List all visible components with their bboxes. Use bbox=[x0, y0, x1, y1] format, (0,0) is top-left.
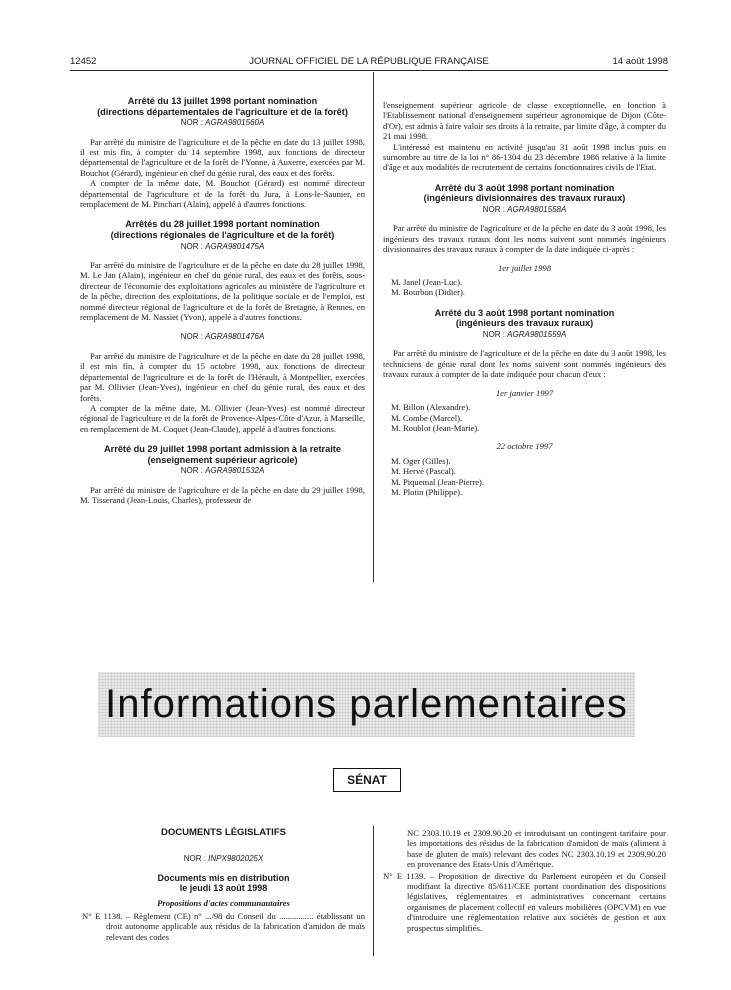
paragraph: l'enseignement supérieur agricole de classe exceptionnelle, en fonction à l'Etablissement national d'enseignement supérieur agronomique de Dijon (Côte-d'Or), est admis à faire valoir ses droits à la retraite, par limite d'âge, à compter du 21 mai 1998. bbox=[383, 100, 666, 142]
nor-reference: NOR : AGRA9801560A bbox=[180, 118, 265, 128]
document-item: N° E 1138. – Règlement (CE) n° .../98 du Conseil du ................ établissant un droit autonome applicable aux résidus de la fabrication d'amidon de maïs relevant des codes bbox=[82, 911, 365, 942]
document-item-continuation: NC 2303.10.19 et 2309.90.20 et introduisant un contingent tarifaire pour les importations des résidus de la fabrication d'amidon de maïs (aliment à base de gluten de maïs) relevant des codes NC 2303.10.19 et 2309.90.20 en provenance des Etats-Unis d'Amérique. bbox=[407, 828, 666, 870]
journal-title: JOURNAL OFFICIEL DE LA RÉPUBLIQUE FRANÇAISE bbox=[249, 56, 489, 67]
article-title: Arrêté du 13 juillet 1998 portant nomination bbox=[127, 96, 318, 106]
paragraph: A compter de la même date, M. Ollivier (Jean-Yves) est nommé directeur régional de l'agriculture et de la forêt de Provence-Alpes-Côte d'Azur, à Marseille, en remplacement de M. Coquet (Jean-Claude), appelé à d'autres fonctions. bbox=[80, 402, 365, 434]
column-divider bbox=[373, 72, 374, 582]
name-entry: M. Plotin (Philippe). bbox=[391, 486, 463, 497]
name-entry: M. Oger (Gilles). bbox=[391, 455, 451, 466]
article-title: Arrêté du 3 août 1998 portant nomination bbox=[434, 307, 615, 318]
arrete-13-juillet bbox=[80, 96, 365, 209]
section-banner bbox=[98, 672, 635, 737]
right-column bbox=[383, 100, 666, 497]
documents-left-column bbox=[82, 828, 365, 943]
nor-reference: NOR : AGRA9801475A bbox=[180, 241, 265, 251]
nor-reference: NOR : INPX9802025X bbox=[183, 854, 264, 864]
article-subtitle: (ingénieurs divisionnaires des travaux ruraux) bbox=[423, 193, 626, 204]
name-entry: M. Piquemal (Jean-Pierre). bbox=[391, 476, 485, 487]
document-item: N° E 1139. – Proposition de directive du Parlement européen et du Conseil modifiant la directive 85/611/CEE portant coordination des dispositions législatives, réglementaires et administratives concernant certains organismes de placement collectif en valeurs mobilières (OPCVM) en vue d'introduire une réglementation relative aux sociétés de gestion et aux prospectus simplifiés. bbox=[383, 870, 666, 933]
date-heading: 1er janvier 1997 bbox=[495, 387, 554, 398]
article-subtitle: (ingénieurs des travaux ruraux) bbox=[455, 318, 594, 329]
paragraph: Par arrêté du ministre de l'agriculture et de la pêche en date du 29 juillet 1998, M. Tisserand (Jean-Louis, Charles), professeur de bbox=[80, 484, 365, 506]
article-title: Arrêté du 3 août 1998 portant nomination bbox=[434, 182, 615, 193]
nor-reference: NOR : AGRA9801558A bbox=[482, 205, 567, 215]
column-divider bbox=[373, 826, 374, 956]
page-header bbox=[70, 56, 668, 70]
senat-heading: SÉNAT bbox=[333, 768, 401, 792]
paragraph: Par arrêté du ministre de l'agriculture et de la pêche en date du 3 août 1998, les techniciens de génie rural dont les noms suivent sont nommés ingénieurs des travaux ruraux à compter de la date indiquée pour chacun d'eux : bbox=[383, 348, 666, 380]
name-entry: M. Combe (Marcel). bbox=[391, 412, 463, 423]
arretes-28-juillet bbox=[80, 219, 365, 434]
nor-reference: NOR : AGRA9801559A bbox=[482, 330, 567, 340]
article-subtitle: (directions régionales de l'agriculture et de la forêt) bbox=[110, 230, 335, 241]
date-heading: 22 octobre 1997 bbox=[496, 441, 553, 452]
left-column bbox=[80, 96, 365, 506]
banner-title: Informations parlementaires bbox=[105, 682, 628, 726]
paragraph: Par arrêté du ministre de l'agriculture et de la pêche en date du 28 juillet 1998, M. Le Jan (Alain), ingénieur en chef du génie rural, des eaux et des forêts, sous-directeur de l'économie des exploitations agricoles au ministère de l'agriculture et de la pêche, direction des exploitations, de la politique sociale et de l'emploi, est nommé directeur régional de l'agriculture et de la forêt de Bretagne, à Rennes, en remplacement de M. Nassiet (Yvon), appelé à d'autres fonctions. bbox=[80, 260, 365, 323]
paragraph: Par arrêté du ministre de l'agriculture et de la pêche en date du 13 juillet 1998, il est mis fin, à compter du 14 septembre 1998, aux fonctions de directeur départemental de l'agriculture et de la forêt de l'Yonne, à Auxerre, exercées par M. Bouchot (Gérard), ingénieur en chef du génie rural, des eaux et des forêts. bbox=[80, 136, 365, 178]
distribution-date: le jeudi 13 août 1998 bbox=[179, 883, 268, 894]
nor-reference: NOR : AGRA9801476A bbox=[180, 332, 265, 342]
article-title: Arrêté du 29 juillet 1998 portant admission à la retraite bbox=[104, 444, 341, 455]
paragraph: Par arrêté du ministre de l'agriculture et de la pêche en date du 3 août 1998, les ingénieurs des travaux ruraux dont les noms suivent sont nommés ingénieurs divisionnaires des travaux ruraux à compter de la date indiquée ci-après : bbox=[383, 223, 666, 255]
issue-date: 14 août 1998 bbox=[612, 56, 668, 67]
name-entry: M. Hervé (Pascal). bbox=[391, 466, 456, 477]
article-subtitle: (enseignement supérieur agricole) bbox=[147, 454, 298, 465]
article-subtitle: (directions départementales de l'agriculture et de la forêt) bbox=[97, 106, 348, 117]
propositions-heading: Propositions d'actes communautaires bbox=[157, 897, 290, 908]
paragraph: A compter de la même date, M. Bouchot (Gérard) est nommé directeur départemental de l'agriculture et de la forêt du Jura, à Lons-le-Saunier, en remplacement de M. Pinchart (Alain), appelé à d'autres fonctions. bbox=[80, 178, 365, 210]
arrete-3-aout-divisionnaires bbox=[383, 183, 666, 298]
distribution-heading: Documents mis en distribution bbox=[157, 872, 290, 883]
documents-title: DOCUMENTS LÉGISLATIFS bbox=[161, 827, 286, 838]
arrete-29-juillet bbox=[80, 444, 365, 505]
article-title: Arrêtés du 28 juillet 1998 portant nomination bbox=[125, 219, 320, 230]
documents-right-column bbox=[383, 828, 666, 934]
header-rule bbox=[70, 70, 668, 71]
nor-reference: NOR : AGRA9801532A bbox=[180, 466, 265, 476]
name-entry: M. Bourbon (Didier). bbox=[391, 287, 465, 298]
name-entry: M. Roublot (Jean-Marie). bbox=[391, 422, 480, 433]
date-heading: 1er juillet 1998 bbox=[498, 262, 551, 273]
page-number: 12452 bbox=[70, 56, 97, 67]
name-entry: M. Billon (Alexandre). bbox=[391, 402, 471, 413]
paragraph: L'intéressé est maintenu en activité jusqu'au 31 août 1998 inclus puis en surnombre au titre de la loi n° 86-1304 du 23 décembre 1986 relative à la limite d'âge et aux modalités de recrutement de certains fonctionnaires civils de l'Etat. bbox=[383, 141, 666, 173]
name-entry: M. Janel (Jean-Luc). bbox=[391, 277, 463, 288]
paragraph: Par arrêté du ministre de l'agriculture et de la pêche en date du 28 juillet 1998, il est mis fin, à compter du 15 octobre 1998, aux fonctions de directeur départemental de l'agriculture et de la forêt de l'Hérault, à Montpellier, exercées par M. Ollivier (Jean-Yves), ingénieur en chef du génie rural, des eaux et des forêts. bbox=[80, 350, 365, 403]
arrete-3-aout-ingenieurs bbox=[383, 308, 666, 497]
